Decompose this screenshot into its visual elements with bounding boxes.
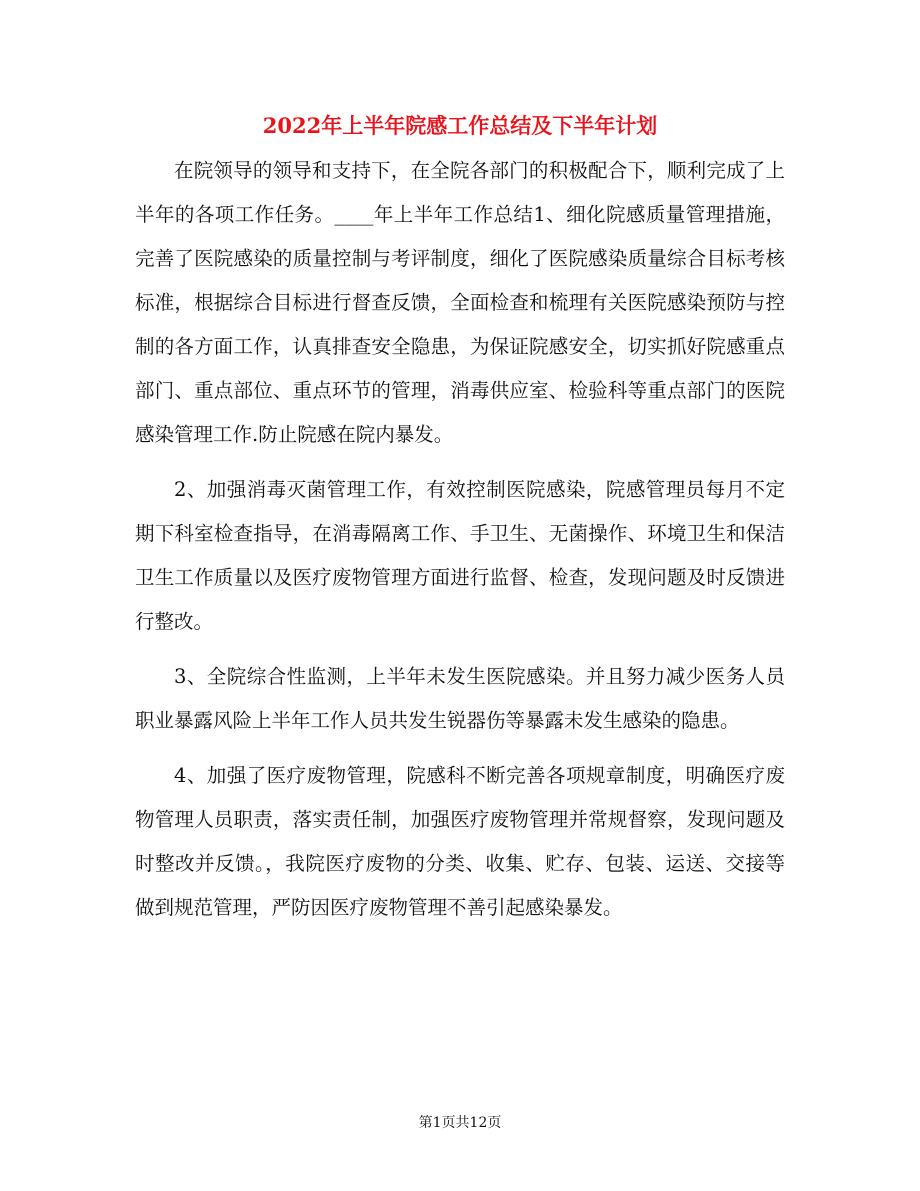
- document-body: [135, 149, 785, 930]
- paragraph-4: 4、加强了医疗废物管理，院感科不断完善各项规章制度，明确医疗废物管理人员职责，落实责任制，加强医疗废物管理并常规督察，发现问题及时整改并反馈。，我院医疗废物的分类、收集、贮存、包装、运送、交接等做到规范管理，严防因医疗废物管理不善引起感染暴发。: [135, 764, 785, 919]
- page-number: 第1页共12页: [418, 1115, 502, 1131]
- document-title: 2022年上半年院感工作总结及下半年计划: [262, 113, 658, 138]
- paragraph-3: 3、全院综合性监测，上半年未发生医院感染。并且努力减少医务人员职业暴露风险上半年工作人员共发生锐器伤等暴露未发生感染的隐患。: [135, 665, 785, 732]
- paragraph-2: 2、加强消毒灭菌管理工作，有效控制医院感染，院感管理员每月不定期下科室检查指导，在消毒隔离工作、手卫生、无菌操作、环境卫生和保洁卫生工作质量以及医疗废物管理方面进行监督、检查，发现问题及时反馈进行整改。: [135, 478, 785, 633]
- paragraph-1: 在院领导的领导和支持下，在全院各部门的积极配合下，顺利完成了上半年的各项工作任务。____年上半年工作总结1、细化院感质量管理措施，完善了医院感染的质量控制与考评制度，细化了医院感染质量综合目标考核标准，根据综合目标进行督查反馈，全面检查和梳理有关医院感染预防与控制的各方面工作，认真排查安全隐患，为保证院感安全，切实抓好院感重点部门、重点部位、重点环节的管理，消毒供应室、检验科等重点部门的医院感染管理工作.防止院感在院内暴发。: [135, 159, 785, 446]
